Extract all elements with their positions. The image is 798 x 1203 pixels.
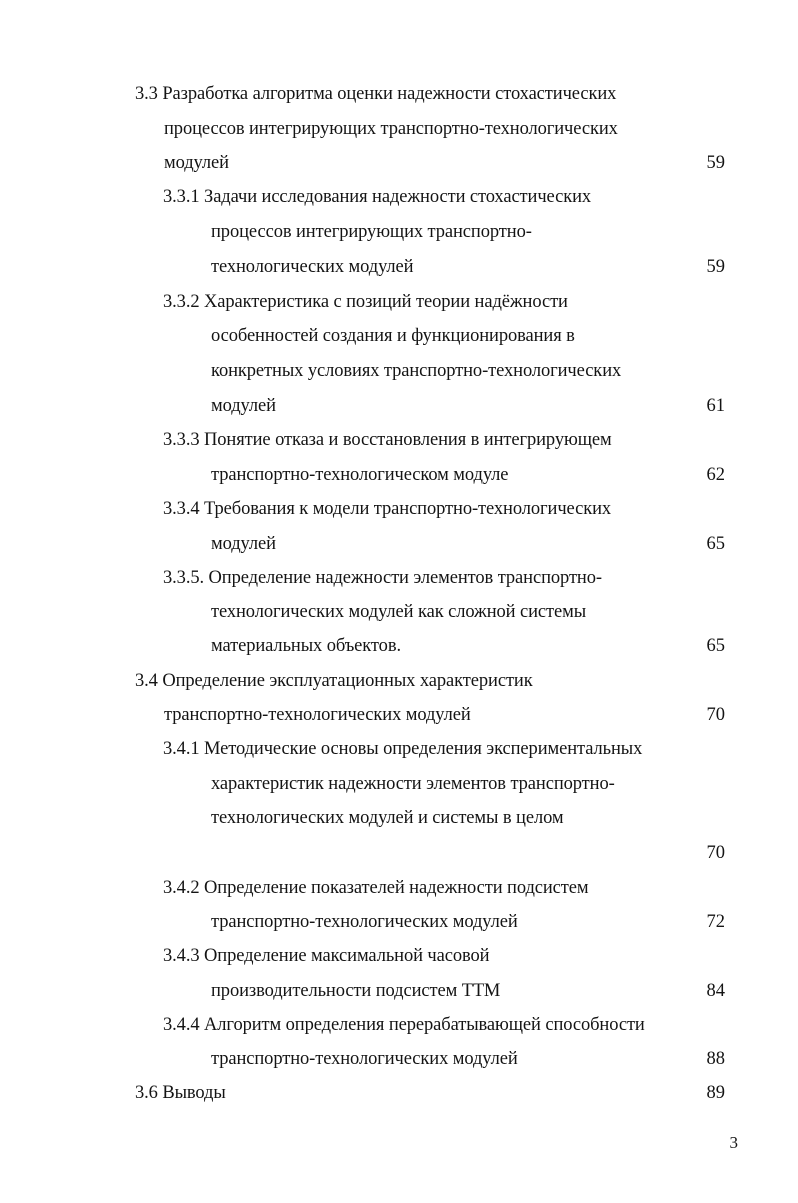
toc-entry-3-4-1-line-3: технологических модулей и системы в целом (211, 808, 564, 828)
toc-entry-3-3-line-2: процессов интегрирующих транспортно-технологических (164, 119, 618, 139)
toc-entry-3-3-5-page: 65 (706, 636, 725, 656)
toc-entry-3-4-2-line-1: 3.4.2 Определение показателей надежности подсистем (163, 878, 589, 898)
toc-entry-3-4-line-2: транспортно-технологических модулей (164, 705, 471, 725)
toc-entry-3-4-3-page: 84 (706, 981, 725, 1001)
toc-entry-3-3-4-line-1: 3.3.4 Требования к модели транспортно-технологических (163, 499, 612, 519)
toc-entry-3-3-line-3: модулей (164, 153, 229, 173)
toc-entry-3-4-1-line-1: 3.4.1 Методические основы определения экспериментальных (163, 739, 643, 759)
footer-page-number: 3 (729, 1133, 738, 1152)
toc-entry-3-3-2-line-2: особенностей создания и функционирования в (211, 326, 575, 346)
toc-entry-3-3-2-line-4: модулей (211, 396, 276, 416)
toc-entry-3-3-3-line-1: 3.3.3 Понятие отказа и восстановления в интегрирующем (163, 430, 612, 450)
toc-entry-3-4-4-line-2: транспортно-технологических модулей (211, 1049, 518, 1069)
toc-entry-3-3-4-line-2: модулей (211, 534, 276, 554)
toc-entry-3-3-1-line-2: процессов интегрирующих транспортно- (211, 222, 532, 242)
toc-entry-3-4-2-line-2: транспортно-технологических модулей (211, 912, 518, 932)
toc-entry-3-3-1-line-1: 3.3.1 Задачи исследования надежности стохастических (163, 187, 592, 207)
toc-entry-3-3-line-1: 3.3 Разработка алгоритма оценки надежности стохастических (135, 84, 617, 104)
toc-entry-3-4-page: 70 (706, 705, 725, 725)
toc-entry-3-4-1-page: 70 (706, 843, 725, 863)
toc-entry-3-3-5-line-1: 3.3.5. Определение надежности элементов транспортно- (163, 568, 602, 588)
toc-entry-3-3-2-page: 61 (706, 396, 725, 416)
toc-entry-3-4-line-1: 3.4 Определение эксплуатационных характеристик (135, 671, 533, 691)
toc-entry-3-4-4-page: 88 (706, 1049, 725, 1069)
toc-entry-3-4-2-page: 72 (706, 912, 725, 932)
toc-entry-3-4-1-line-2: характеристик надежности элементов транспортно- (211, 774, 615, 794)
toc-entry-3-3-5-line-2: технологических модулей как сложной системы (211, 602, 587, 622)
toc-entry-3-3-2-line-3: конкретных условиях транспортно-технологических (211, 361, 622, 381)
toc-entry-3-6-line-1: 3.6 Выводы (135, 1083, 226, 1103)
toc-entry-3-4-4-line-1: 3.4.4 Алгоритм определения перерабатывающей способности (163, 1015, 645, 1035)
toc-entry-3-4-3-line-2: производительности подсистем ТТМ (211, 981, 501, 1001)
toc-entry-3-4-3-line-1: 3.4.3 Определение максимальной часовой (163, 946, 490, 966)
toc-entry-3-3-5-line-3: материальных объектов. (211, 636, 401, 656)
toc-entry-3-3-4-page: 65 (706, 534, 725, 554)
toc-entry-3-3-2-line-1: 3.3.2 Характеристика с позиций теории надёжности (163, 292, 568, 312)
toc-entry-3-3-1-line-3: технологических модулей (211, 257, 414, 277)
toc-entry-3-3-page: 59 (706, 153, 725, 173)
toc-entry-3-3-1-page: 59 (706, 257, 725, 277)
toc-entry-3-3-3-page: 62 (706, 465, 725, 485)
toc-entry-3-6-page: 89 (706, 1083, 725, 1103)
toc-entry-3-3-3-line-2: транспортно-технологическом модуле (211, 465, 509, 485)
